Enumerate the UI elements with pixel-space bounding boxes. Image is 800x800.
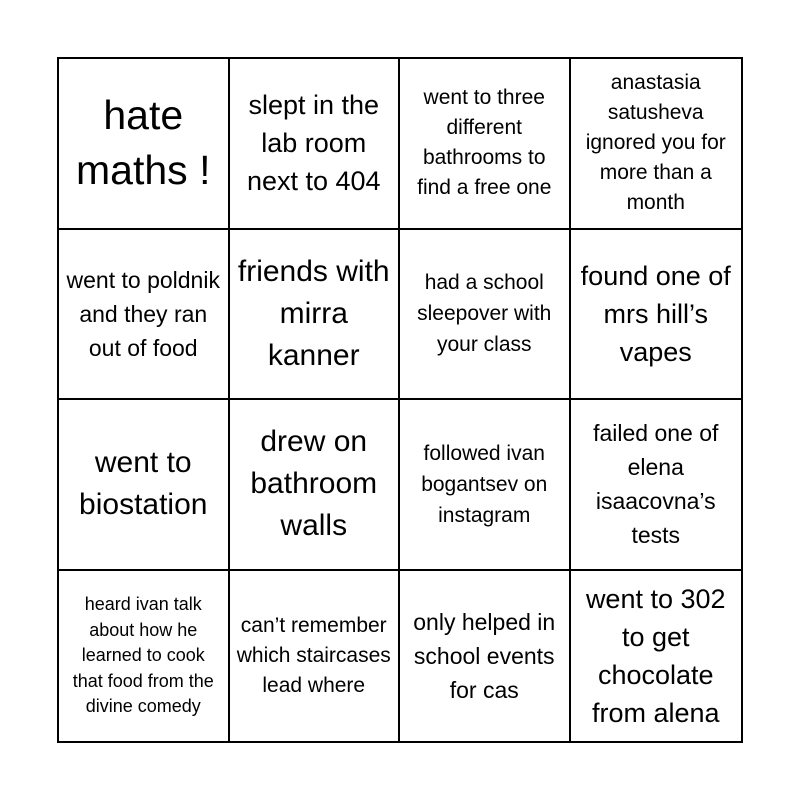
bingo-cell-text: had a school sleepover with your class xyxy=(417,271,552,357)
bingo-cell-r4-c1[interactable] xyxy=(59,571,230,742)
bingo-board xyxy=(57,57,743,743)
bingo-cell-text: went to biostation xyxy=(79,446,208,522)
bingo-cell-text: failed one of elena isaacovna’s tests xyxy=(593,420,719,549)
bingo-cell-r1-c1[interactable] xyxy=(59,59,230,230)
bingo-cell-r3-c1[interactable] xyxy=(59,400,230,571)
bingo-cell-text: can’t remember which staircases lead where xyxy=(236,613,391,697)
bingo-cell-text: went to poldnik and they ran out of food xyxy=(66,266,220,361)
bingo-cell-text: heard ivan talk about how he learned to cook that food from the divine comedy xyxy=(72,594,214,716)
bingo-cell-text: went to 302 to get chocolate from alena xyxy=(585,583,726,728)
bingo-cell-text: found one of mrs hill’s vapes xyxy=(580,260,731,367)
bingo-cell-r2-c3[interactable] xyxy=(400,230,571,401)
bingo-cell-r1-c4[interactable] xyxy=(571,59,742,230)
bingo-cell-r3-c3[interactable] xyxy=(400,400,571,571)
bingo-cell-r1-c2[interactable] xyxy=(230,59,401,230)
bingo-cell-text: hate maths ! xyxy=(76,92,211,194)
bingo-cell-r4-c3[interactable] xyxy=(400,571,571,742)
bingo-cell-text: only helped in school events for cas xyxy=(413,608,556,703)
bingo-cell-text: drew on bathroom walls xyxy=(250,425,378,543)
bingo-cell-r4-c2[interactable] xyxy=(230,571,401,742)
bingo-cell-text: anastasia satusheva ignored you for more than a month xyxy=(585,71,726,215)
bingo-cell-text: friends with mirra kanner xyxy=(237,254,390,372)
bingo-cell-text: slept in the lab room next to 404 xyxy=(246,90,381,197)
bingo-cell-text: followed ivan bogantsev on instagram xyxy=(421,441,548,527)
bingo-cell-text: went to three different bathrooms to find a free one xyxy=(417,86,552,200)
bingo-cell-r4-c4[interactable] xyxy=(571,571,742,742)
bingo-cell-r2-c2[interactable] xyxy=(230,230,401,401)
bingo-cell-r3-c4[interactable] xyxy=(571,400,742,571)
bingo-cell-r3-c2[interactable] xyxy=(230,400,401,571)
bingo-cell-r2-c4[interactable] xyxy=(571,230,742,401)
bingo-cell-r1-c3[interactable] xyxy=(400,59,571,230)
bingo-cell-r2-c1[interactable] xyxy=(59,230,230,401)
